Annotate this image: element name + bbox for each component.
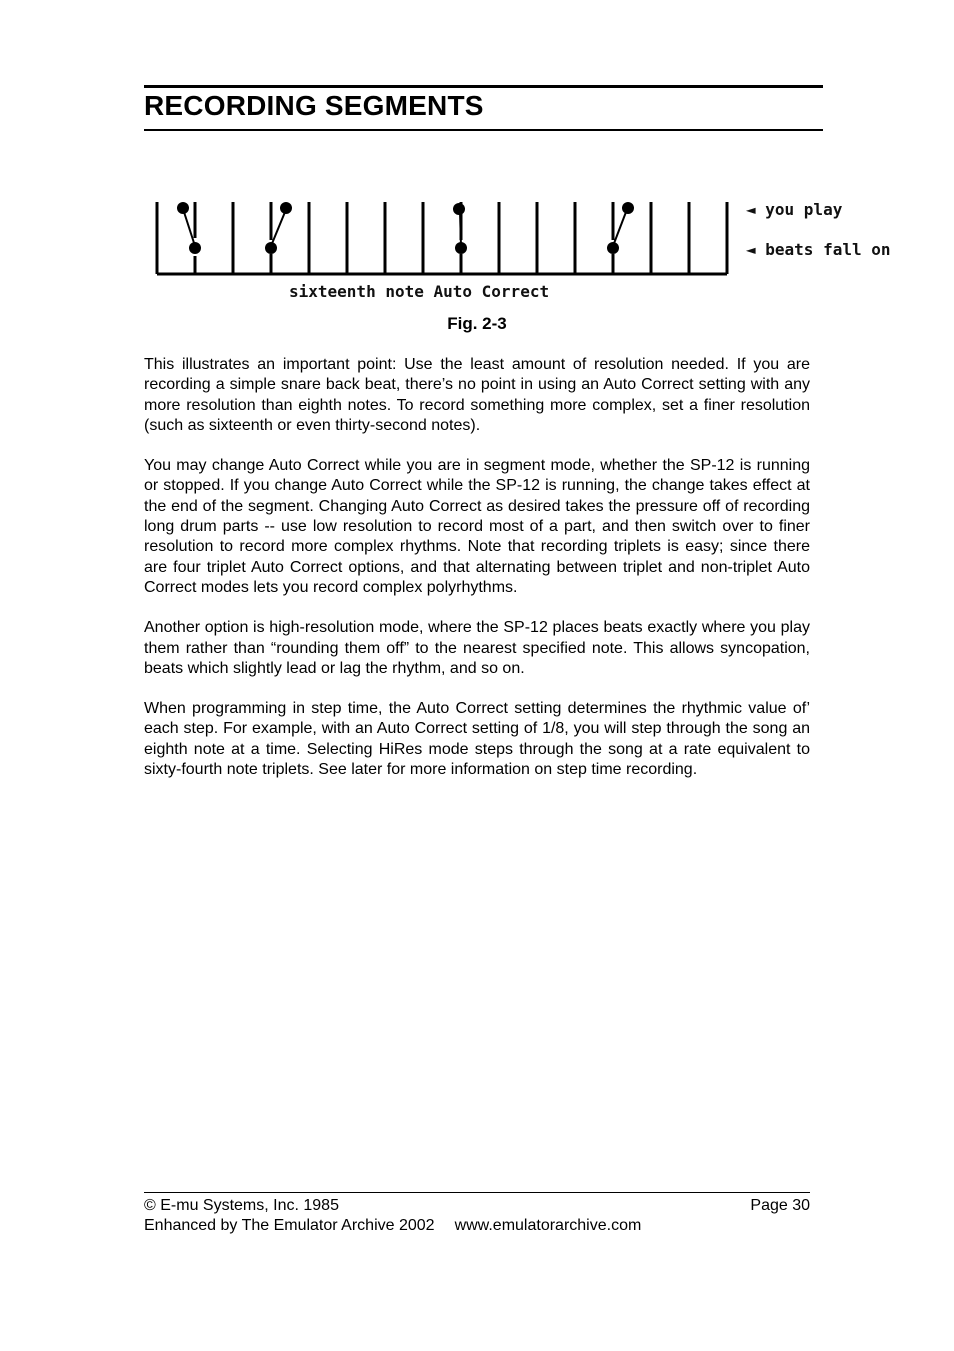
connector-line bbox=[271, 212, 285, 246]
rhythm-diagram bbox=[150, 190, 910, 310]
connector-line bbox=[184, 212, 195, 246]
connector-line bbox=[460, 212, 461, 246]
footer-row bbox=[144, 1196, 810, 1216]
paragraph: You may change Auto Correct while you are in segment mode, whether the SP-12 is running or stopped. If you change Auto Correct while the SP-12 is running, the change takes effect at the end of the segment. Changing Auto Correct as desired takes the pressure off of recording long drum parts -- use low resolution to record most of a part, and then switch over to finer resolution to record more complex rhythms. Note that recording triplets is easy; since there are four triplet Auto Correct options, and that alternating between triplet and non-triplet Auto Correct modes lets you record complex polyrhythms. bbox=[144, 457, 810, 596]
header-rule-bottom bbox=[144, 129, 823, 131]
beats-fall-on-label: ◄ beats fall on bbox=[746, 240, 891, 259]
grid-lines bbox=[157, 202, 727, 274]
played-beat-dot bbox=[177, 202, 189, 214]
auto-correct-label: sixteenth note Auto Correct bbox=[289, 282, 550, 301]
header-rule-top bbox=[144, 85, 823, 88]
played-beat-dot bbox=[622, 202, 634, 214]
you-play-dots bbox=[177, 202, 634, 215]
figure-auto-correct bbox=[150, 190, 910, 310]
paragraph: This illustrates an important point: Use the least amount of resolution needed. If you are recording a simple snare back beat, there’s no point in using an Auto Correct setting with any more resolution than eighth notes. To record something more complex, set a finer resolution (such as sixteenth or even thirty-second notes). bbox=[144, 356, 810, 434]
footer-rule bbox=[144, 1192, 810, 1193]
played-beat-dot bbox=[280, 202, 292, 214]
beats-fall-on-dots bbox=[189, 242, 619, 254]
connector-lines bbox=[184, 212, 626, 246]
played-beat-dot bbox=[453, 203, 465, 215]
corrected-beat-dot bbox=[455, 242, 467, 254]
you-play-label: ◄ you play bbox=[746, 200, 843, 219]
body-text bbox=[144, 355, 810, 800]
tick-gaps bbox=[190, 238, 618, 256]
paragraph: When programming in step time, the Auto Correct setting determines the rhythmic value of’ each step. For example, with an Auto Correct setting of 1/8, you will step through the song an eighth note at a time. Selecting HiRes mode steps through the song at a rate equivalent to sixty-fourth note triplets. See later for more information on step time recording. bbox=[144, 700, 810, 779]
copyright-text: © E-mu Systems, Inc. 1985 bbox=[144, 1197, 339, 1214]
corrected-beat-dot bbox=[607, 242, 619, 254]
website-link[interactable]: www.emulatorarchive.com bbox=[454, 1217, 642, 1234]
corrected-beat-dot bbox=[265, 242, 277, 254]
page-title: RECORDING SEGMENTS bbox=[144, 90, 484, 121]
figure-caption: Fig. 2-3 bbox=[447, 314, 507, 333]
enhanced-text: Enhanced by The Emulator Archive 2002 bbox=[144, 1217, 435, 1234]
corrected-beat-dot bbox=[189, 242, 201, 254]
footer-row bbox=[144, 1216, 810, 1236]
page-number: Page 30 bbox=[750, 1197, 810, 1214]
connector-line bbox=[613, 212, 626, 246]
footer bbox=[144, 1196, 810, 1236]
paragraph: Another option is high-resolution mode, where the SP-12 places beats exactly where you play them rather than “rounding them off” to the nearest specified note. This allows syncopation, beats which slightly lead or lag the rhythm, and so on. bbox=[144, 619, 810, 677]
